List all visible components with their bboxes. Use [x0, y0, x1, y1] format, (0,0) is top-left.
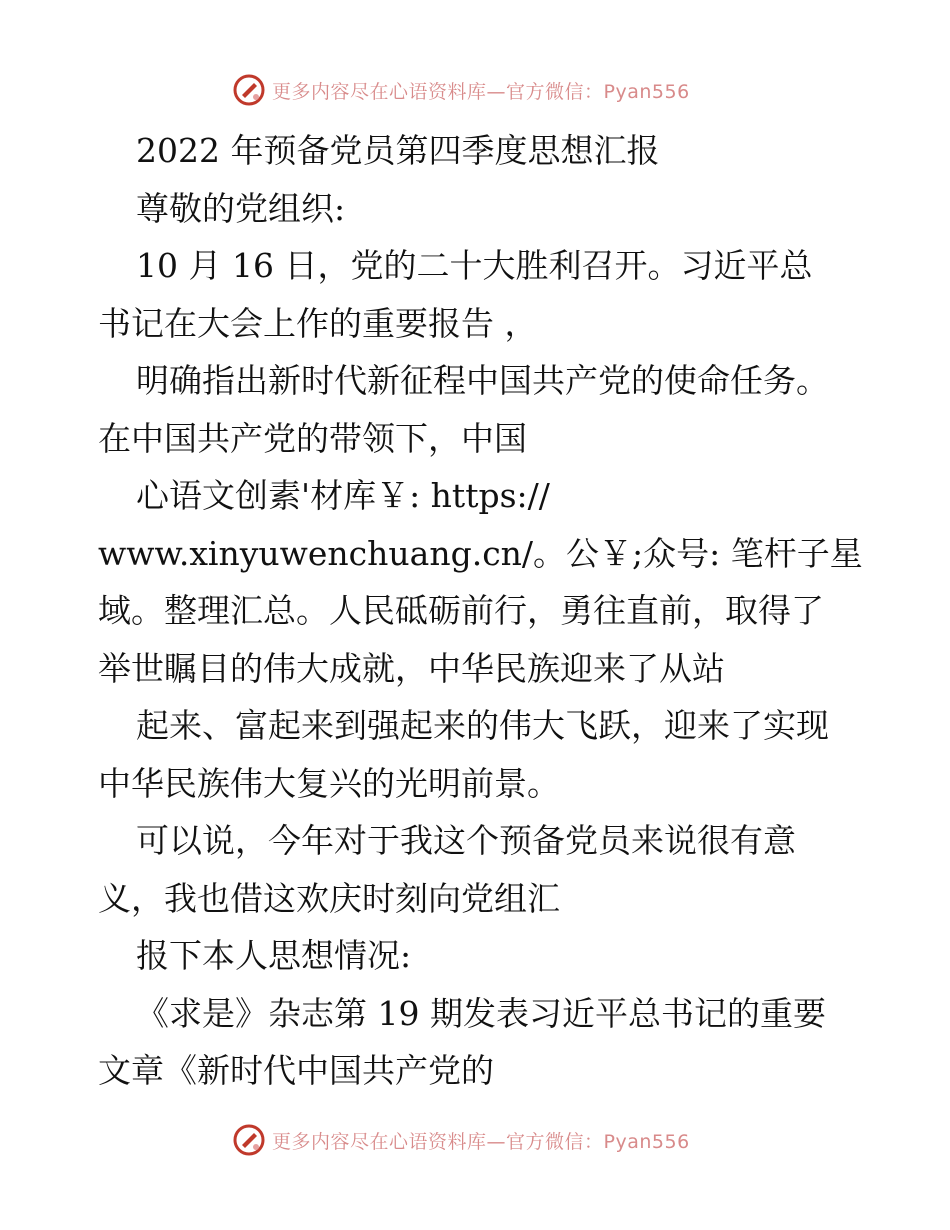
text-line: 报下本人思想情况:: [136, 936, 412, 975]
text-line: 书记在大会上作的重要报告 ，: [98, 303, 538, 343]
text-line: www.xinyuwenchuang.cn/。公￥;众号: 笔杆子星: [98, 533, 863, 573]
text-line: 尊敬的党组织:: [136, 188, 346, 228]
header-watermark-banner: [232, 72, 690, 108]
text-line: 义，我也借这欢庆时刻向党组汇: [98, 878, 560, 918]
footer-watermark-banner: [232, 1122, 690, 1158]
text-line: 10 月 16 日，党的二十大胜利召开。习近平总: [136, 246, 813, 285]
watermark-text: 更多内容尽在心语资料库—官方微信：Pyan556: [272, 80, 690, 103]
text-line: 举世瞩目的伟大成就，中华民族迎来了从站: [98, 648, 725, 688]
watermark-text: 更多内容尽在心语资料库—官方微信：Pyan556: [272, 1130, 690, 1153]
text-line: 明确指出新时代新征程中国共产党的使命任务。: [136, 361, 829, 400]
text-line: 起来、富起来到强起来的伟大飞跃，迎来了实现: [136, 706, 829, 745]
text-line: 心语文创素'材库￥: https://: [136, 476, 550, 515]
brand-logo-icon: [232, 73, 266, 107]
brand-logo-icon: [232, 1123, 266, 1157]
text-line: 域。整理汇总。人民砥砺前行，勇往直前，取得了: [98, 591, 824, 630]
text-line: 《求是》杂志第 19 期发表习近平总书记的重要: [136, 993, 826, 1033]
text-line: 中华民族伟大复兴的光明前景。: [98, 763, 560, 803]
text-line: 2022 年预备党员第四季度思想汇报: [136, 131, 660, 170]
text-line: 可以说，今年对于我这个预备党员来说很有意: [136, 821, 796, 860]
document-body: [98, 122, 863, 1100]
text-line: 文章《新时代中国共产党的: [98, 1051, 494, 1090]
text-line: 在中国共产党的带领下，中国: [98, 418, 527, 458]
